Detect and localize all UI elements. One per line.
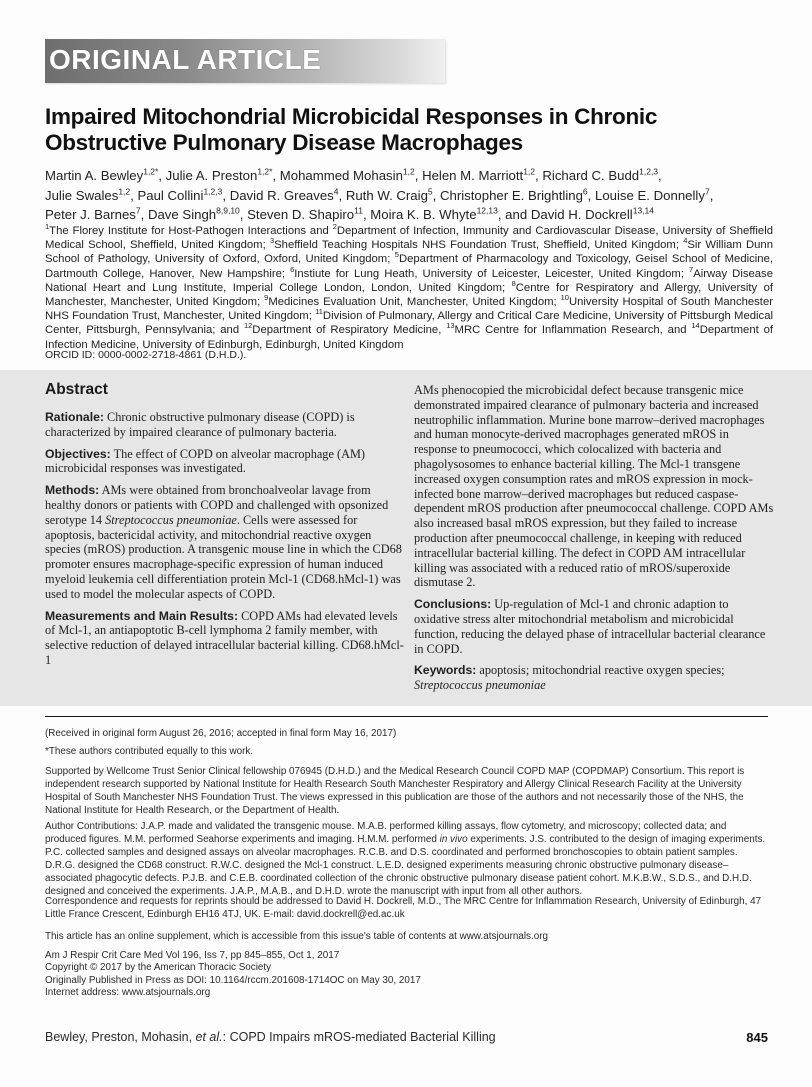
author-contributions: Author Contributions: J.A.P. made and validated the transgenic mouse. M.A.B. performed killing assays, flow cytometry, and microscopy; collected data; and produced figures. M.M. performed Seahorse experiments and imaging. H.M.M. performed in vivo experiments. J.S. contributed to the design of imaging experiments. P.C. collected samples and designed assays on alveolar macrophages. R.C.B. and D.S. coordinated and performed bronchoscopies to obtain patient samples. D.R.G. designed the CD68 construct. R.W.C. designed the Mcl-1 construct. L.E.D. designed experiments measuring chronic obstructive pulmonary disease–associated phagocytic defects. P.J.B. and C.E.B. coordinated collection of the chronic obstructive pulmonary disease patient cohort. M.K.B.W., S.D.S., and D.H.D. designed and conceived the experiments. J.A.P., M.A.B., and D.H.D. wrote the manuscript with input from all other authors. [45,821,766,897]
author-list: Martin A. Bewley$^{1,2*}$, Julie A. Preston$^{1,2*}$, Mohammed Mohasin$^{1,2}$, Helen M. Marriott$^{1,2}$, Richard C. Budd$^{1,2,3}$, Julie Swales$^{1,2}$, Paul Collini$^{1,2,3}$, David R. Greaves$^4$, Ruth W. Craig$^5$, Christopher E. Brightling$^6$, Louise E. Donnelly$^7$, Peter J. Barnes$^7$, Dave Singh$^{8,9,10}$, Steven D. Shapiro$^{11}$, Moira K. B. Whyte$^{12,13}$, and David H. Dockrell$^{13,14}$ [45,166,714,222]
author: David H. Dockrell$^{13,14}$ [530,205,654,222]
running-head: Bewley, Preston, Mohasin, et al.: COPD Impairs mROS-mediated Bacterial Killing [45,1030,496,1044]
author: Steven D. Shapiro$^{11}$ [247,205,363,222]
abstract-objectives: Objectives: The effect of COPD on alveolar macrophage (AM) microbicidal responses was investigated. [45,446,365,476]
citation-line: Am J Respir Crit Care Med Vol 196, Iss 7, pp 845–855, Oct 1, 2017 [45,950,340,961]
author: Peter J. Barnes$^7$ [45,205,141,222]
affiliations: $^1$The Florey Institute for Host-Pathogen Interactions and $^2$Department of Infection, Immunity and Cardiovascular Disease, University of Sheffield Medical School, Sheffield, United Kingdom; $^3$Sheffield Teaching Hospitals NHS Foundation Trust, Sheffield, United Kingdom; $^4$Sir William Dunn School of Pathology, University of Oxford, Oxford, United Kingdom; $^5$Department of Pharmacology and Toxicology, Geisel School of Medicine, Dartmouth College, Hanover, New Hampshire; $^6$Instiute for Lung Heath, University of Leicester, Leicester, United Kingdom; $^7$Airway Disease National Heart and Lung Institute, Imperial College London, London, United Kingdom; $^8$Centre for Respiratory and Allergy, University of Manchester, Manchester, United Kingdom; $^9$Medicines Evaluation Unit, Manchester, United Kingdom; $^{10}$University Hospital of South Manchester NHS Foundation Trust, Manchester, United Kingdom; $^{11}$Division of Pulmonary, Allergy and Critical Care Medicine, University of Pittsburgh Medical Center, Pittsburgh, Pennsylvania; and $^{12}$Department of Respiratory Medicine, $^{13}$MRC Centre for Inflammation Research, and $^{14}$Department of Infection Medicine, University of Edinburgh, Edinburgh, United Kingdom [45,222,773,351]
author: Mohammed Mohasin$^{1,2}$ [279,166,415,183]
funding-statement: Supported by Wellcome Trust Senior Clinical fellowship 076945 (D.H.D.) and the Medical Research Council COPD MAP (COPDMAP) Consortium. This report is independent research supported by National Institute for Health Research South Manchester Respiratory and Allergy Clinical Research Facility at the University Hospital of South Manchester NHS Foundation Trust. The views expressed in this publication are those of the authors and not necessarily those of the NHS, the National Institute for Health Research, or the Department of Health. [45,766,745,816]
author: Paul Collini$^{1,2,3}$ [137,186,223,203]
page-number: 845 [746,1030,768,1045]
section-banner [45,39,445,83]
author: Richard C. Budd$^{1,2,3}$ [542,166,659,183]
article-title [45,104,785,156]
abstract-keywords: Keywords: apoptosis; mitochondrial reactive oxygen species; Streptococcus pneumoniae [414,663,725,693]
author: Martin A. Bewley$^{1,2*}$ [45,166,159,183]
divider [45,716,768,717]
author: David R. Greaves$^4$ [229,186,339,203]
section-label: ORIGINAL ARTICLE [49,44,322,75]
abstract-column-left [45,410,405,675]
title-line-2: Obstructive Pulmonary Disease Macrophages [45,130,523,155]
citation-line: Internet address: www.atsjournals.org [45,986,211,998]
equal-contribution-note: *These authors contributed equally to this work. [45,746,254,757]
abstract-results: Measurements and Main Results: COPD AMs had elevated levels of Mcl-1, an antiapoptotic B-cell lymphoma 2 family member, with selective reduction of delayed intracellular bacterial killing. CD68.hMcl-1 [45,608,404,667]
correspondence: Correspondence and requests for reprints should be addressed to David H. Dockrell, M.D., The MRC Centre for Inflammation Research, University of Edinburgh, 47 Little France Crescent, Edinburgh EH16 4TJ, UK. E-mail: david.dockrell@ed.ac.uk [45,896,762,920]
author: Julie A. Preston$^{1,2*}$ [165,166,273,183]
author: Louise E. Donnelly$^7$ [594,186,710,203]
abstract-results-continued: AMs phenocopied the microbicidal defect because transgenic mice demonstrated impaired clearance of pulmonary bacteria and increased neutrophilic inflammation. Murine bone marrow–derived macrophages and human monocyte-derived macrophages generated mROS in response to pneumococci, which colocalized with bacteria and phagolysosomes to enhance bacterial killing. The Mcl-1 transgene increased oxygen consumption rates and mROS expression in mock-infected bone marrow–derived macrophages but reduced caspase-dependent mROS production after pneumococcal challenge. COPD AMs also increased basal mROS expression, but they failed to increase production after pneumococcal challenge, in keeping with reduced intracellular bacterial killing. The defect in COPD AM intracellular killing was associated with a reduced ratio of mROS/superoxide dismutase 2. [414,383,774,590]
citation-line: Copyright © 2017 by the American Thoracic Society [45,962,272,974]
title-line-1: Impaired Mitochondrial Microbicidal Responses in Chronic [45,104,658,129]
abstract-conclusions: Conclusions: Up-regulation of Mcl-1 and chronic adaption to oxidative stress alter mitochondrial metabolism and microbicidal function, reducing the delayed phase of intracellular bacterial clearance in COPD. [414,597,766,656]
online-supplement-note: This article has an online supplement, which is accessible from this issue's table of contents at www.atsjournals.org [45,931,549,942]
author: Helen M. Marriott$^{1,2}$ [422,166,536,183]
abstract-column-right [414,383,774,700]
author: Christopher E. Brightling$^6$ [439,186,588,203]
citation-block [45,950,770,999]
author: Moira K. B. Whyte$^{12,13}$ [370,205,498,222]
abstract-heading: Abstract [45,381,108,398]
orcid-id: ORCID ID: 0000-0002-2718-4861 (D.H.D.). [45,349,247,361]
citation-line: Originally Published in Press as DOI: 10.1164/rccm.201608-1714OC on May 30, 2017 [45,974,421,986]
abstract-methods: Methods: AMs were obtained from bronchoalveolar lavage from healthy donors or patients with COPD and challenged with opsonized serotype 14 Streptococcus pneumoniae. Cells were assessed for apoptosis, bactericidal activity, and mitochondrial reactive oxygen species (mROS) production. A transgenic mouse line in which the CD68 promoter ensures macrophage-specific expression of human induced myeloid leukemia cell differentiation protein Mcl-1 (CD68.hMcl-1) was used to model the molecular aspects of COPD. [45,483,402,601]
author: Dave Singh$^{8,9,10}$ [147,205,240,222]
received-dates: (Received in original form August 26, 2016; accepted in final form May 16, 2017) [45,728,397,739]
author: Julie Swales$^{1,2}$ [45,186,131,203]
author: Ruth W. Craig$^5$ [345,186,433,203]
abstract-rationale: Rationale: Chronic obstructive pulmonary disease (COPD) is characterized by impaired clearance of pulmonary bacteria. [45,410,355,439]
page-footer [45,1030,768,1044]
